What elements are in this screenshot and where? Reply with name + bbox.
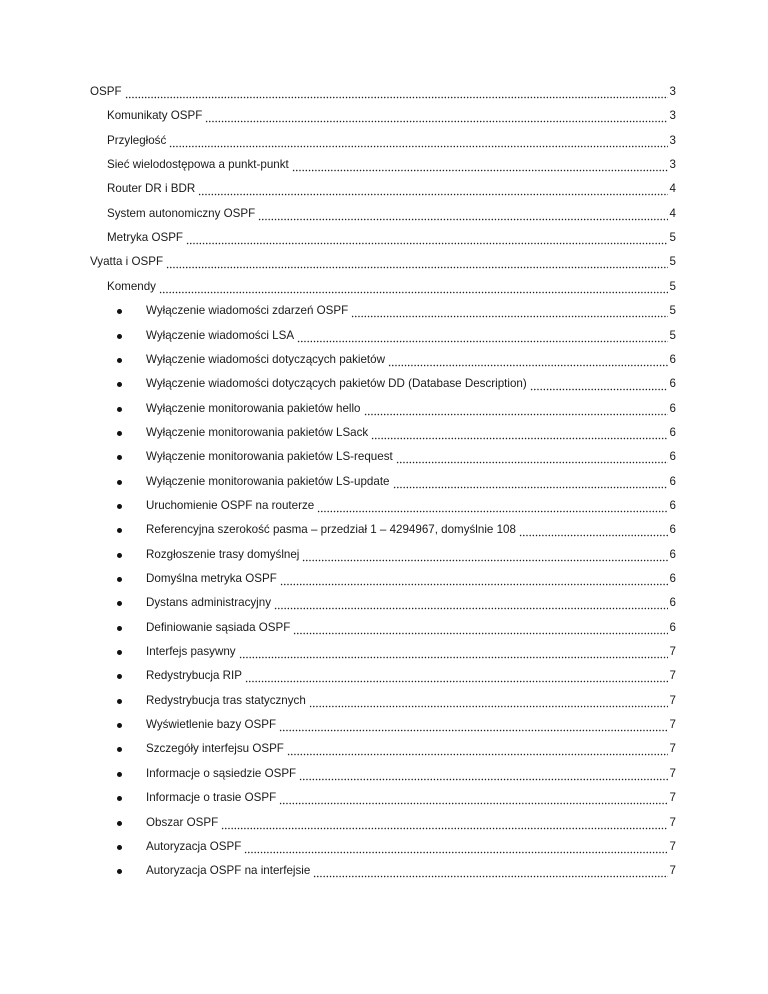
bullet-icon xyxy=(117,504,122,509)
dot-leader xyxy=(299,767,667,781)
toc-entry-page-number: 7 xyxy=(669,815,676,829)
toc-entry-title: Informacje o sąsiedzie OSPF xyxy=(146,766,297,780)
toc-entry[interactable] xyxy=(107,154,676,172)
toc-entry[interactable] xyxy=(146,422,676,440)
dot-leader xyxy=(279,791,667,805)
toc-entry-title: Przyległość xyxy=(107,133,167,147)
toc-entry[interactable] xyxy=(146,665,676,683)
toc-entry[interactable] xyxy=(146,860,676,878)
dot-leader xyxy=(396,450,668,464)
toc-entry-page-number: 6 xyxy=(669,450,676,464)
toc-entry-page-number: 7 xyxy=(669,839,676,853)
toc-entry-page-number: 5 xyxy=(669,328,676,342)
toc-entry-page-number: 6 xyxy=(669,425,676,439)
toc-entry-title: Szczegóły interfejsu OSPF xyxy=(146,742,284,756)
bullet-icon xyxy=(117,309,122,314)
toc-entry-page-number: 3 xyxy=(669,109,676,123)
dot-leader xyxy=(258,207,667,221)
toc-entry-page-number: 5 xyxy=(669,279,676,293)
toc-entry-title: Wyłączenie wiadomości dotyczących pakietów xyxy=(146,352,385,366)
bullet-icon xyxy=(117,577,122,582)
toc-entry-title: Redystrybucja tras statycznych xyxy=(146,693,306,707)
dot-leader xyxy=(205,109,667,123)
bullet-icon xyxy=(117,528,122,533)
dot-leader xyxy=(388,353,668,367)
toc-entry[interactable] xyxy=(107,227,676,245)
dot-leader xyxy=(159,280,668,294)
toc-entry-page-number: 7 xyxy=(669,864,676,878)
toc-entry[interactable] xyxy=(146,592,676,610)
toc-entry-page-number: 6 xyxy=(669,498,676,512)
bullet-icon xyxy=(117,723,122,728)
toc-entry-page-number: 6 xyxy=(669,620,676,634)
bullet-icon xyxy=(117,869,122,874)
toc-entry-page-number: 6 xyxy=(669,572,676,585)
toc-entry-title: Obszar OSPF xyxy=(146,815,219,829)
toc-entry[interactable] xyxy=(146,495,676,513)
dot-leader xyxy=(371,426,667,440)
dot-leader xyxy=(302,548,667,562)
dot-leader xyxy=(297,329,667,343)
toc-entry-title: Wyłączenie monitorowania pakietów LS-request xyxy=(146,450,393,464)
toc-entry[interactable] xyxy=(90,81,676,99)
dot-leader xyxy=(169,134,667,148)
toc-entry[interactable] xyxy=(107,105,676,123)
toc-entry-title: Komunikaty OSPF xyxy=(107,109,203,123)
toc-entry[interactable] xyxy=(107,130,676,148)
toc-entry[interactable] xyxy=(146,836,676,854)
dot-leader xyxy=(221,816,667,830)
bullet-icon xyxy=(117,821,122,826)
toc-entry-page-number: 6 xyxy=(669,401,676,415)
toc-entry-page-number: 6 xyxy=(669,596,676,610)
dot-leader xyxy=(280,572,668,586)
toc-entry-page-number: 4 xyxy=(669,182,676,196)
toc-entry[interactable] xyxy=(90,251,676,269)
toc-entry-page-number: 6 xyxy=(669,523,676,537)
toc-entry[interactable] xyxy=(146,617,676,635)
toc-entry[interactable] xyxy=(146,300,676,318)
toc-entry-title: Wyłączenie wiadomości LSA xyxy=(146,328,295,342)
bullet-icon xyxy=(117,601,122,606)
dot-leader xyxy=(393,475,668,489)
toc-entry-page-number: 3 xyxy=(669,85,676,98)
toc-entry-title: Redystrybucja RIP xyxy=(146,669,243,683)
dot-leader xyxy=(274,596,668,610)
dot-leader xyxy=(364,402,668,416)
toc-entry-page-number: 7 xyxy=(669,669,676,683)
dot-leader xyxy=(125,85,668,99)
toc-entry[interactable] xyxy=(146,373,676,391)
toc-entry-title: Domyślna metryka OSPF xyxy=(146,572,277,585)
toc-entry-page-number: 5 xyxy=(669,304,676,318)
toc-entry-page-number: 7 xyxy=(669,693,676,707)
dot-leader xyxy=(198,182,667,196)
toc-entry[interactable] xyxy=(146,398,676,416)
dot-leader xyxy=(309,694,668,708)
toc-entry-title: Router DR i BDR xyxy=(107,182,196,196)
bullet-icon xyxy=(117,407,122,412)
dot-leader xyxy=(519,523,668,537)
toc-entry-page-number: 7 xyxy=(669,742,676,756)
toc-entry-title: Wyłączenie monitorowania pakietów LS-update xyxy=(146,474,390,488)
dot-leader xyxy=(287,742,668,756)
toc-entry-title: Wyłączenie wiadomości dotyczących pakietów DD (Database Description) xyxy=(146,377,527,391)
dot-leader xyxy=(530,377,668,391)
toc-entry[interactable] xyxy=(107,203,676,221)
toc-entry[interactable] xyxy=(146,325,676,343)
dot-leader xyxy=(166,255,668,269)
toc-entry-page-number: 6 xyxy=(669,474,676,488)
dot-leader xyxy=(292,158,668,172)
toc-entry-title: Vyatta i OSPF xyxy=(90,255,164,269)
bullet-icon xyxy=(117,747,122,752)
toc-entry-title: Autoryzacja OSPF xyxy=(146,839,242,853)
bullet-icon xyxy=(117,553,122,558)
toc-entry[interactable] xyxy=(146,349,676,367)
bullet-icon xyxy=(117,358,122,363)
toc-entry-title: Autoryzacja OSPF na interfejsie xyxy=(146,864,311,878)
toc-entry[interactable] xyxy=(146,471,676,489)
dot-leader xyxy=(317,499,667,513)
dot-leader xyxy=(244,840,667,854)
bullet-icon xyxy=(117,431,122,436)
toc-entry-title: Metryka OSPF xyxy=(107,231,184,245)
toc-entry-title: Interfejs pasywny xyxy=(146,645,236,659)
toc-entry-page-number: 7 xyxy=(669,718,676,732)
bullet-icon xyxy=(117,772,122,777)
toc-entry-title: Dystans administracyjny xyxy=(146,596,271,610)
bullet-icon xyxy=(117,480,122,485)
toc-entry[interactable] xyxy=(146,446,676,464)
bullet-icon xyxy=(117,674,122,679)
toc-entry-title: Informacje o trasie OSPF xyxy=(146,791,277,805)
dot-leader xyxy=(351,304,667,318)
toc-entry-title: OSPF xyxy=(90,85,122,98)
toc-entry-title: Komendy xyxy=(107,279,156,293)
toc-entry[interactable] xyxy=(146,738,676,756)
toc-entry-title: Wyłączenie wiadomości zdarzeń OSPF xyxy=(146,304,349,318)
toc-entry-page-number: 7 xyxy=(669,791,676,805)
toc-entry-page-number: 3 xyxy=(669,133,676,147)
dot-leader xyxy=(279,718,668,732)
toc-entry-page-number: 6 xyxy=(669,547,676,561)
toc-entry-page-number: 4 xyxy=(669,206,676,220)
toc-entry-title: Sieć wielodostępowa a punkt-punkt xyxy=(107,158,289,172)
toc-entry-page-number: 5 xyxy=(669,231,676,245)
toc-entry-page-number: 6 xyxy=(669,352,676,366)
toc-entry[interactable] xyxy=(146,641,676,659)
dot-leader xyxy=(245,669,668,683)
bullet-icon xyxy=(117,334,122,339)
toc-entry[interactable] xyxy=(146,690,676,708)
bullet-icon xyxy=(117,845,122,850)
toc-entry[interactable] xyxy=(107,276,676,294)
toc-entry[interactable] xyxy=(107,178,676,196)
toc-entry-title: Referencyjna szerokość pasma – przedział 1 – 4294967, domyślnie 108 xyxy=(146,523,516,537)
bullet-icon xyxy=(117,626,122,631)
toc-entry[interactable] xyxy=(146,519,676,537)
dot-leader xyxy=(313,864,667,878)
toc-entry-page-number: 5 xyxy=(669,255,676,269)
toc-entry[interactable] xyxy=(146,812,676,830)
toc-entry[interactable] xyxy=(146,544,676,562)
bullet-icon xyxy=(117,382,122,387)
toc-entry-title: Rozgłoszenie trasy domyślnej xyxy=(146,547,300,561)
toc-entry-page-number: 7 xyxy=(669,766,676,780)
toc-entry-page-number: 3 xyxy=(669,158,676,172)
toc-entry-title: Definiowanie sąsiada OSPF xyxy=(146,620,291,634)
toc-entry[interactable] xyxy=(146,568,676,586)
toc-entry[interactable] xyxy=(146,714,676,732)
toc-entry-title: System autonomiczny OSPF xyxy=(107,206,256,220)
bullet-icon xyxy=(117,650,122,655)
toc-entry-title: Wyłączenie monitorowania pakietów hello xyxy=(146,401,361,415)
toc-entry-title: Uruchomienie OSPF na routerze xyxy=(146,498,315,512)
bullet-icon xyxy=(117,699,122,704)
toc-entry-title: Wyświetlenie bazy OSPF xyxy=(146,718,277,732)
dot-leader xyxy=(293,621,667,635)
toc-entry-title: Wyłączenie monitorowania pakietów LSack xyxy=(146,425,369,439)
dot-leader xyxy=(239,645,668,659)
bullet-icon xyxy=(117,796,122,801)
toc-entry-page-number: 6 xyxy=(669,377,676,391)
toc-entry-page-number: 7 xyxy=(669,645,676,659)
dot-leader xyxy=(186,231,668,245)
bullet-icon xyxy=(117,455,122,460)
toc-entry[interactable] xyxy=(146,787,676,805)
toc-entry[interactable] xyxy=(146,763,676,781)
